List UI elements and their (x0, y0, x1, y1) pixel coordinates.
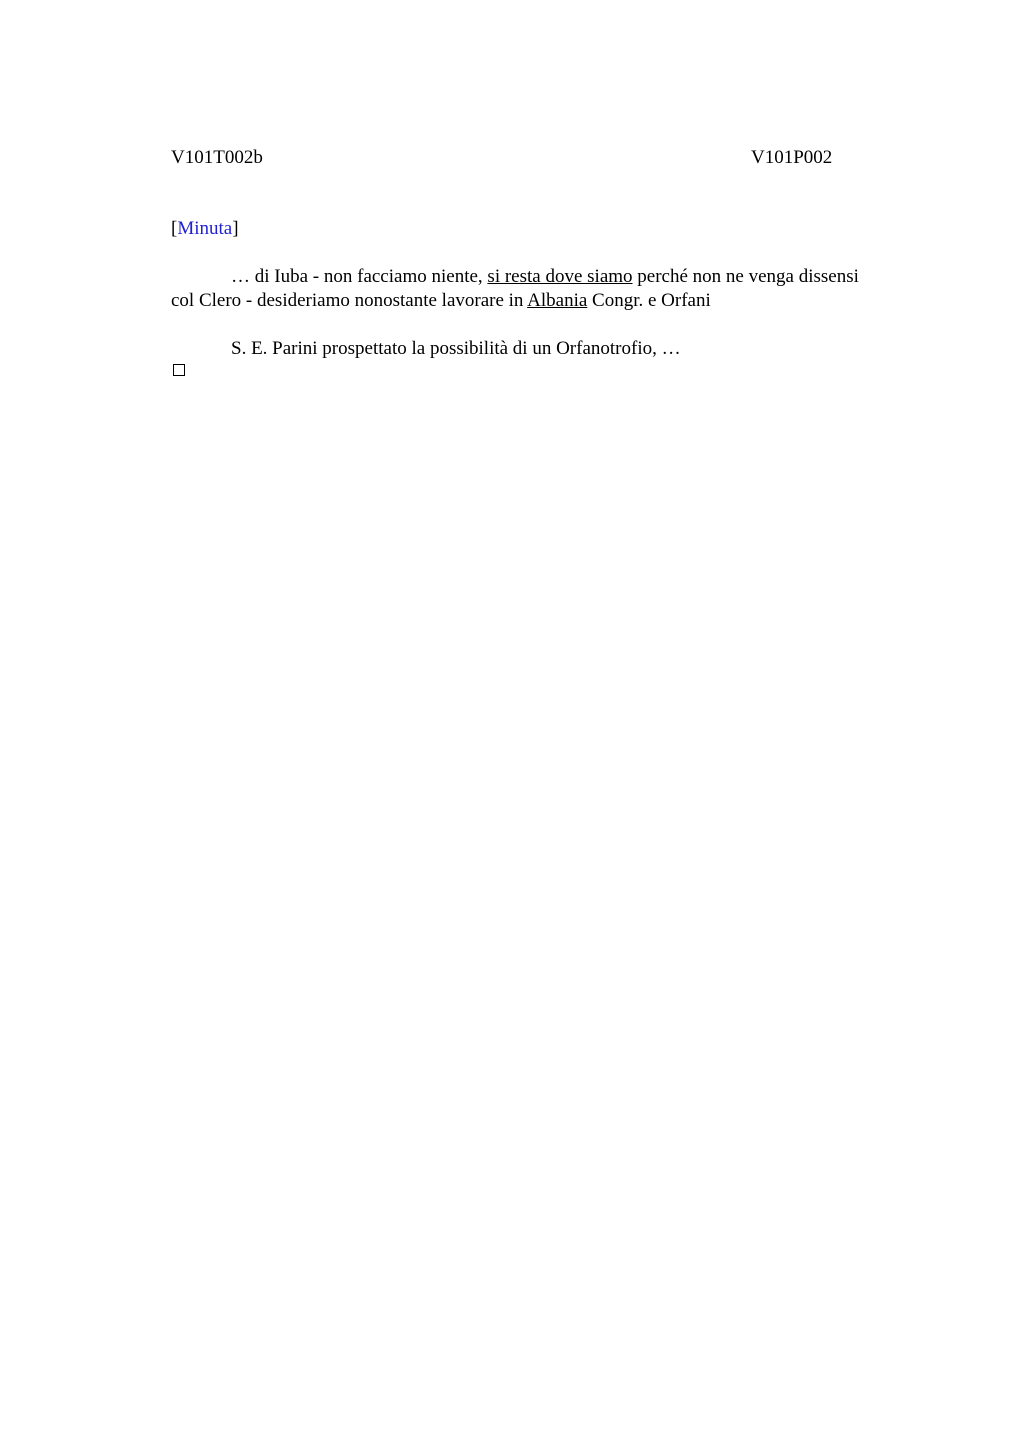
paragraph-1-part-1: … di Iuba - non facciamo niente, (231, 266, 488, 287)
document-reference-right: V101P002 (751, 147, 833, 168)
paragraph-1-part-2: perché non ne venga dissensi (632, 266, 859, 287)
heading-open-bracket: [ (171, 218, 178, 239)
paragraph-1-underlined-place: Albania (527, 290, 588, 311)
paragraph-2: S. E. Parini prospettato la possibilità di un Orfanotrofio, … (231, 338, 681, 359)
paragraph-1-line-2: col Clero - desideriamo nonostante lavorare in (171, 290, 528, 311)
document-heading (171, 218, 239, 240)
heading-close-bracket: ] (232, 218, 239, 239)
document-reference-left: V101T002b (171, 147, 263, 168)
checkbox-square-icon (173, 364, 185, 376)
paragraph-1 (171, 265, 931, 313)
heading-label: Minuta (177, 218, 233, 239)
paragraph-1-part-3: Congr. e Orfani (587, 290, 711, 311)
paragraph-1-underlined-phrase: si resta dove siamo (487, 266, 633, 287)
